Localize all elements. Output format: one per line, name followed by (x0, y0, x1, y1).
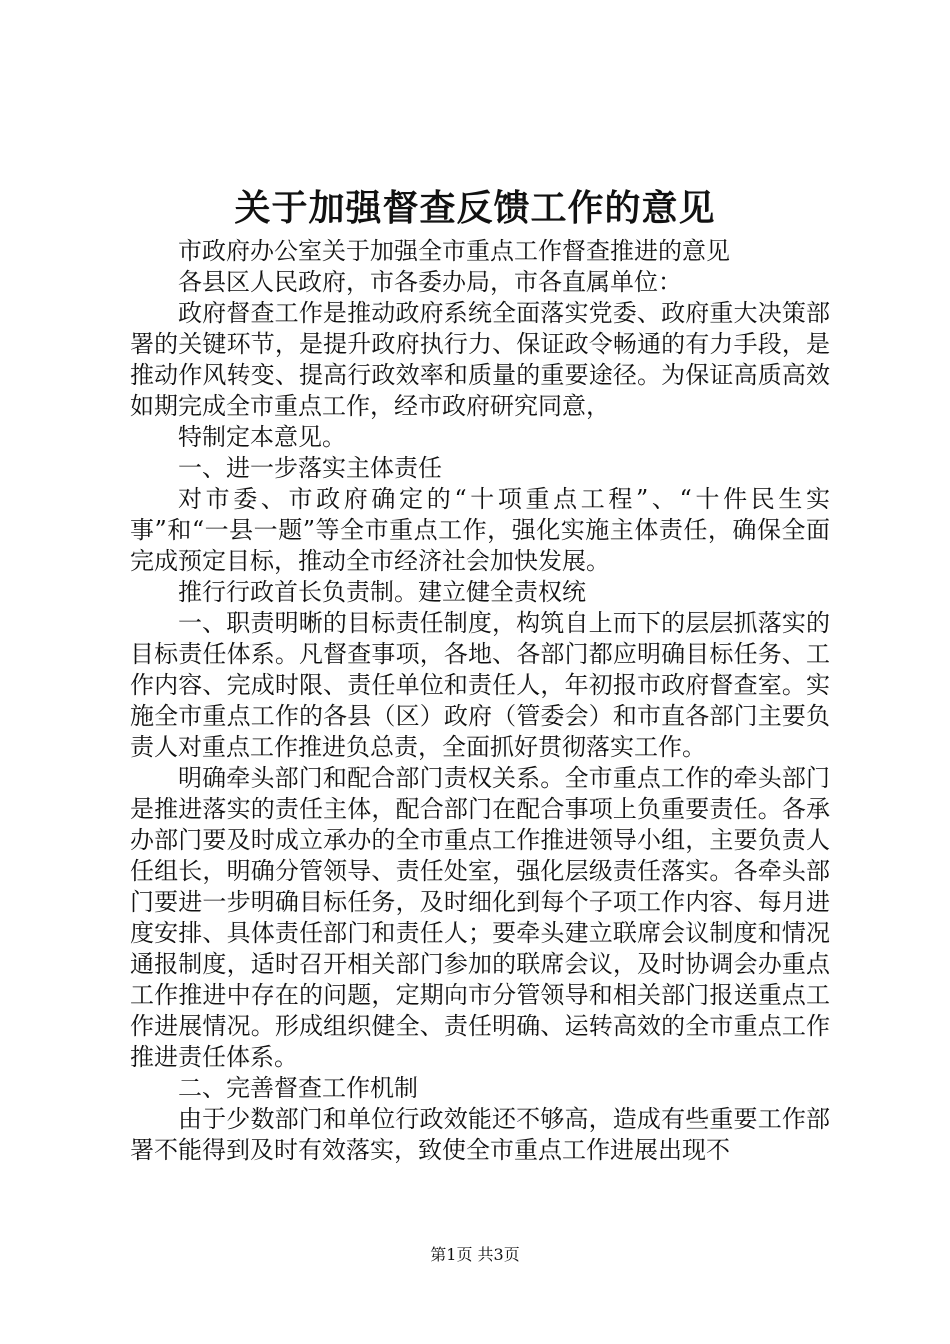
document-title: 关于加强督查反馈工作的意见 (234, 187, 716, 229)
paragraph-section-1: 对市委、市政府确定的“十项重点工程”、“十件民生实事”和“一县一题”等全市重点工作，强化实施主体责任，确保全面完成预定目标，推动全市经济社会加快发展。 (130, 485, 830, 575)
paragraph-target-system: 一、职责明晰的目标责任制度，构筑自上而下的层层抓落实的目标责任体系。凡督查事项，各地、各部门都应明确目标任务、工作内容、完成时限、责任单位和责任人，年初报市政府督查室。实施全市重点工作的各县（区）政府（管委会）和市直各部门主要负责人对重点工作推进负总责，全面抓好贯彻落实工作。 (130, 609, 830, 761)
paragraph-addressee: 各县区人民政府，市各委办局，市各直属单位： (178, 268, 682, 296)
paragraph-lead-departments: 明确牵头部门和配合部门责权关系。全市重点工作的牵头部门是推进落实的责任主体，配合部门在配合事项上负重要责任。各承办部门要及时成立承办的全市重点工作推进领导小组，主要负责人任组长，明确分管领导、责任处室，强化层级责任落实。各牵头部门要进一步明确目标任务，及时细化到每个子项工作内容、每月进度安排、具体责任部门和责任人；要牵头建立联席会议制度和情况通报制度，适时召开相关部门参加的联席会议，及时协调会办重点工作推进中存在的问题，定期向市分管领导和相关部门报送重点工作进展情况。形成组织健全、责任明确、运转高效的全市重点工作推进责任体系。 (130, 764, 830, 1071)
page-footer: 第1页 共3页 (430, 1245, 520, 1264)
paragraph-responsibility: 推行行政首长负责制。建立健全责权统 (178, 578, 586, 606)
section-heading-1: 一、进一步落实主体责任 (178, 454, 442, 482)
paragraph-heading-line: 市政府办公室关于加强全市重点工作督查推进的意见 (178, 237, 730, 265)
paragraph-intro: 政府督查工作是推动政府系统全面落实党委、政府重大决策部署的关键环节，是提升政府执行力、保证政令畅通的有力手段，是推动作风转变、提高行政效率和质量的重要途径。为保证高质高效如期完成全市重点工作，经市政府研究同意， (130, 299, 830, 420)
section-heading-2: 二、完善督查工作机制 (178, 1074, 418, 1102)
paragraph-intro-end: 特制定本意见。 (178, 423, 346, 451)
paragraph-section-2: 由于少数部门和单位行政效能还不够高，造成有些重要工作部署不能得到及时有效落实，致使全市重点工作进展出现不 (130, 1105, 830, 1164)
document-body (130, 236, 830, 1166)
